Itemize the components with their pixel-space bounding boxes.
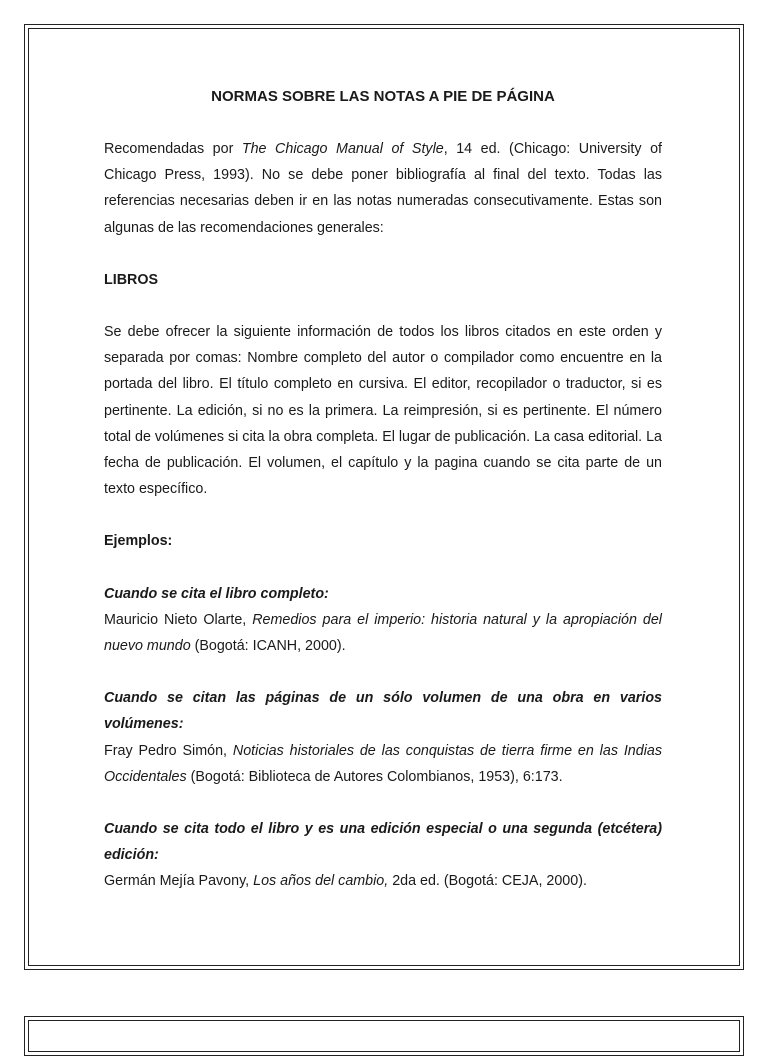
- document-title: NORMAS SOBRE LAS NOTAS A PIE DE PÁGINA: [211, 88, 555, 105]
- intro-paragraph: [104, 136, 662, 241]
- example-citation: [104, 738, 662, 790]
- citation-publication: (Bogotá: ICANH, 2000).: [190, 638, 346, 655]
- citation-work: Noticias historiales de las conquistas de tierra firme en las Indias Occidentales: [104, 742, 662, 785]
- example-citation: [104, 868, 662, 894]
- citation-publication: (Bogotá: Biblioteca de Autores Colombianos, 1953), 6:173.: [186, 768, 563, 785]
- citation-work: Los años del cambio,: [253, 873, 389, 890]
- example-block: [104, 816, 662, 895]
- section-heading: LIBROS: [104, 271, 159, 288]
- section-body: Se debe ofrecer la siguiente información de todos los libros citados en este orden y separada por comas: Nombre completo del autor o compilador como encuentre en la portada del libro. El título completo en cursiva. El editor, recopilador o traductor, si es pertinente. La edición, si no es la primera. La reimpresión, si es pertinente. El número total de volúmenes si cita la obra completa. El lugar de publicación. La casa editorial. La fecha de publicación. El volumen, el capítulo y la pagina cuando se cita parte de un texto específico.: [104, 324, 662, 498]
- example-label: Cuando se citan las páginas de un sólo volumen de una obra en varios volúmenes:: [104, 690, 662, 733]
- examples-heading: Ejemplos:: [104, 533, 173, 550]
- example-citation: [104, 607, 662, 659]
- example-block: [104, 685, 662, 790]
- example-label: Cuando se cita todo el libro y es una edición especial o una segunda (etcétera) edición:: [104, 821, 662, 864]
- citation-author: Germán Mejía Pavony,: [104, 873, 254, 890]
- example-label: Cuando se cita el libro completo:: [104, 585, 329, 602]
- example-block: [104, 581, 662, 660]
- citation-work: Remedios para el imperio: historia natural y la apropiación del nuevo mundo: [104, 611, 662, 655]
- next-page-border: [24, 1016, 744, 1056]
- intro-text-after: , 14 ed. (Chicago: University of Chicago Press, 1993). No se debe poner bibliografía al final del texto. Todas las referencias necesarias deben ir en las notas numeradas consecutivamente. Estas son algunas de las recomendaciones generales:: [104, 141, 662, 236]
- intro-text-before: Recomendadas por: [104, 141, 242, 157]
- next-page-border-inner: [28, 1020, 740, 1052]
- citation-publication: 2da ed. (Bogotá: CEJA, 2000).: [388, 873, 587, 890]
- intro-italic-title: The Chicago Manual of Style: [241, 141, 444, 157]
- page-content: [104, 86, 662, 895]
- citation-author: Fray Pedro Simón,: [104, 742, 233, 759]
- citation-author: Mauricio Nieto Olarte,: [104, 611, 253, 628]
